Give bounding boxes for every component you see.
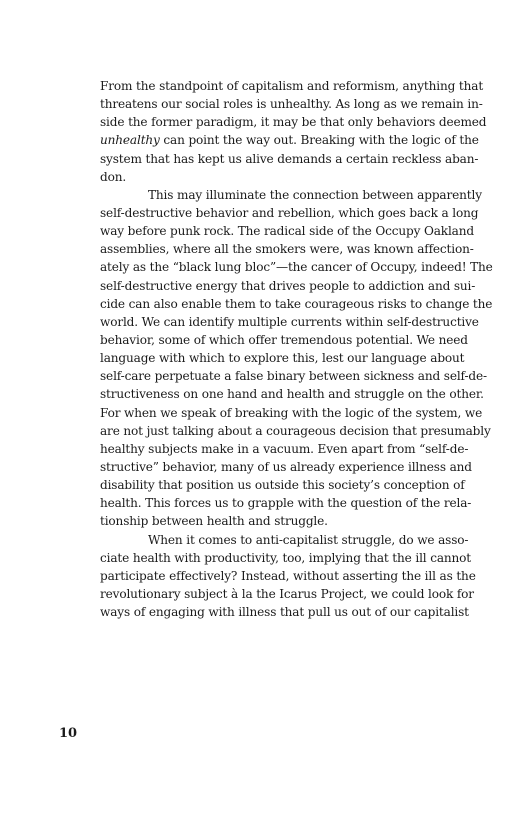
text-line: For when we speak of breaking with the logic of the system, we (100, 405, 483, 420)
text-line: behavior, some of which offer tremendous potential. We need (100, 332, 468, 347)
text-line: revolutionary subject à la the Icarus Project, we could look for (100, 586, 474, 601)
text-line: ately as the “black lung bloc”—the cancer of Occupy, indeed! The (100, 260, 493, 275)
text-line: don. (100, 169, 127, 184)
text-line: structiveness on one hand and health and struggle on the other. (100, 387, 484, 402)
emphasized-word: unhealthy (100, 133, 160, 148)
text-line: world. We can identify multiple currents within self-destructive (100, 314, 479, 329)
text-line: language with which to explore this, lest our language about (100, 351, 465, 366)
text-line: structive” behavior, many of us already experience illness and (100, 459, 472, 474)
text-line: disability that position us outside this society’s conception of (100, 478, 465, 493)
text-line: tionship between health and struggle. (100, 514, 328, 529)
text-line: cide can also enable them to take courageous risks to change the (100, 296, 493, 311)
page-number: 10 (59, 726, 78, 741)
text-line: way before punk rock. The radical side of the Occupy Oakland (100, 224, 474, 239)
text-line: self-care perpetuate a false binary between sickness and self-de- (100, 369, 487, 384)
text-line: assemblies, where all the smokers were, was known affection- (100, 242, 474, 257)
text-line: participate effectively? Instead, without asserting the ill as the (100, 568, 476, 583)
text-line: ciate health with productivity, too, implying that the ill cannot (100, 550, 471, 565)
text-line: health. This forces us to grapple with the question of the rela- (100, 496, 472, 511)
text-line: healthy subjects make in a vacuum. Even apart from “self-de- (100, 441, 469, 456)
text-line: threatens our social roles is unhealthy. As long as we remain in- (100, 97, 483, 112)
text-line: self-destructive energy that drives people to addiction and sui- (100, 278, 476, 293)
body-text (100, 77, 493, 621)
text-line: side the former paradigm, it may be that only behaviors deemed (100, 115, 487, 130)
text-line: ways of engaging with illness that pull us out of our capitalist (100, 605, 469, 620)
text-line: unhealthy can point the way out. Breaking with the logic of the (100, 133, 479, 148)
text-line: This may illuminate the connection between apparently (148, 187, 482, 202)
text-line: are not just talking about a courageous decision that presumably (100, 423, 491, 438)
text-line: system that has kept us alive demands a certain reckless aban- (100, 151, 479, 166)
text-line: From the standpoint of capitalism and reformism, anything that (100, 79, 484, 93)
text-line: When it comes to anti-capitalist struggle, do we asso- (148, 532, 469, 547)
text-line: self-destructive behavior and rebellion, which goes back a long (100, 205, 479, 220)
